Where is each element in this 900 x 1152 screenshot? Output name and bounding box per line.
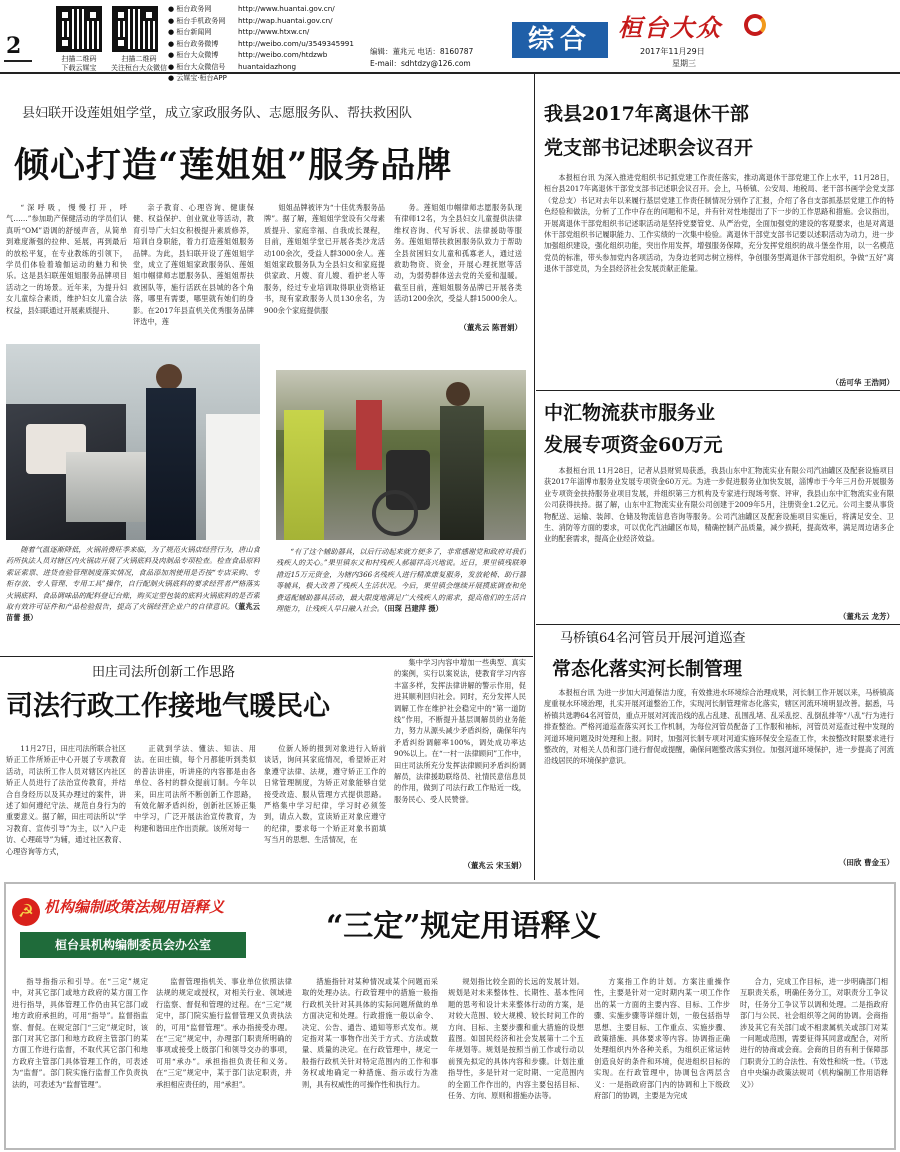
article5-kicker: 田庄司法所创新工作思路 bbox=[92, 665, 236, 680]
masthead-logo bbox=[618, 12, 746, 44]
article2-headline-2: 党支部书记述职会议召开 bbox=[544, 137, 754, 159]
article1-byline: （董兆云 陈晋娟） bbox=[459, 323, 522, 332]
header-link-url[interactable]: http://weibo.com/htdzwb bbox=[238, 50, 328, 59]
article3-headline-1: 中汇物流获市服务业 bbox=[544, 402, 716, 424]
article2-byline: （岳可华 王浩同） bbox=[831, 378, 894, 387]
qr1-label: 扫描二维码 下载云媒宝 bbox=[61, 55, 97, 72]
article4-kicker: 马桥镇64名河管员开展河道巡查 bbox=[560, 631, 746, 646]
header-link-name[interactable]: ● 桓台大众微博 bbox=[168, 51, 219, 59]
article5-headline: 司法行政工作接地气暖民心 bbox=[6, 691, 330, 722]
article1-caption1: 随着气温逐渐降低，火锅消费旺季来临，为了规范火锅店经营行为，唐山食药所执法人员对辖区内火锅店开展了火锅底料及肉制品专项检查。检查食品原料索证索票、进货查验管理制度落实情况，食品添加剂使用是否按“专店采购、专柜存放、专人管理、专用工具”操作，自行配制火锅底料的要求经营者严格落实火锅底料、食品调味品的配料登记台账，购买定型包装的底料火锅底料的是否索取有效许可证件和产品检验报告，提高了火锅经营企业户的自律意识。（董兆云 苗蕾 摄） bbox=[6, 545, 260, 623]
paper-name: 桓台大众 bbox=[618, 13, 722, 42]
article6-col3: 措施指针对某种情况或某个问题而采取的处理办法。行政管理中的措施一般指行政机关针对其具体的实际问题所做的单方面决定和处理。行政措施一般以命令、决定、公告、通告、通知等形式发布。规定指对某一事物作出关于方式、方法或数量、质量的决定。在行政管理中，规定一般指行政机关针对特定范围内的工作和事务权或地确定一种措施、指示或行为准则，具有权威性的可操作性和执行力。 bbox=[302, 977, 438, 1089]
issue-weekday: 星期三 bbox=[672, 59, 696, 68]
header-link-name[interactable]: ● 云媒宝·桓台APP bbox=[168, 74, 227, 82]
qr2-label: 扫描二维码 关注桓台大众微信 bbox=[111, 55, 167, 72]
article5-col2: 正就到学法、懂法、知法、用法。在田庄镇，每个月都能听到类似的普法讲座，听讲座的内容都是由各单位、各村的群众提前订制。今年以来，田庄司法所不断创新工作思路，有效化解矛盾纠纷，创新社区矫正集中学习，广泛开展法治宣传教育，为构建和谐田庄作出贡献。该所对每一 bbox=[134, 744, 256, 833]
qr-code-wechat[interactable] bbox=[112, 6, 158, 52]
section-label: 综合 bbox=[527, 25, 592, 55]
header-link-name[interactable]: ● 桓台大众微信号 bbox=[168, 62, 226, 71]
caption1-byline: （董兆云 苗蕾 摄） bbox=[6, 602, 260, 623]
header-link-name[interactable]: ● 桓台手机政务网 bbox=[168, 16, 226, 25]
article3-byline: （董兆云 龙芳） bbox=[838, 612, 894, 621]
article-judicial bbox=[0, 657, 533, 879]
header-link-name[interactable]: ● 桓台政务网 bbox=[168, 5, 212, 13]
article5-byline: （董兆云 宋玉娟） bbox=[463, 861, 526, 870]
article5-col3: 位新人矫的报到对象进行入矫前谈话，询问其家庭情况，希望矫正对象遵守法律、法规，遵守矫正工作的日常管理制度，为矫正对象能够自觉接受改造、服从管理方式提供思路。严格集中学习纪律，学习时必须签到，请点入数，宣读矫正对象应遵守的纪律，要求每一个矫正对象书面填写当月的思想、生活情况，在 bbox=[264, 744, 386, 845]
column-source-box bbox=[20, 932, 246, 958]
article5-col1: 11月27日，田庄司法所联合社区矫正工作所矫正中心开展了专项教育活动，司法所工作人员对辖区内社区矫正人员进行了法治宣传教育，并结合自身经历以及其办理过的案件，讲述了如何遵纪守法、规范自身行为的重要意义。据了解，田庄司法所以“学习教育、宣传引导”为主，以“入户走访、心理疏导”为辅，通过社区教育、心理咨询等方式， bbox=[6, 744, 126, 856]
caption2-byline: （田琛 吕建萍 摄） bbox=[383, 604, 443, 614]
article1-caption2: “有了这个辅助器具，以后行动起来就方便多了，非常感谢党和政府对我们残疾人的关心。”果里镇东义和村残疾人郝福祥高兴地说。近日，果里镇残联筹措近15万元资金，为辖内366名残疾人进行精准康复服务，发放轮椅、助行器等辅具，极大改善了残疾人生活状况。今后，果里镇会继续开展摸底调查和免费适配辅助器具活动，最大限度地满足广大残疾人的需求，提高他们的生活自理能力，让残疾人早日融入社会。（田琛 吕建萍 摄） bbox=[276, 547, 526, 614]
issue-date: 2017年11月29日 bbox=[640, 47, 705, 56]
logo-swirl-icon bbox=[744, 14, 766, 36]
article-retired-cadres bbox=[536, 74, 900, 390]
article6-col6: 合力，完成工作目标，进一步明确部门相互职责关系，明确任务分工，对职责分工争议时，任务分工争议节以调和处理。二是指政府部门与公民、社会组织等之间的协调。会商指涉及其它有关部门或不相隶属机关或部门对某一问题或范围，需要征得其同意或配合，对所进行的协商或会商。会商的目的有利于保障部门职责分工的合法性、有效性和统一性。（节选自中央编办政策法规司《机构编制工作用语释义》） bbox=[740, 977, 888, 1089]
header-link-url[interactable]: http://weibo.com/u/3549345991 bbox=[238, 38, 354, 48]
article2-headline-1: 我县2017年离退休干部 bbox=[544, 103, 749, 125]
article4-byline: （田欣 曹金玉） bbox=[838, 858, 894, 867]
column-name: 机构编制政策法规用语释义 bbox=[44, 898, 225, 916]
editor-line: 编辑：董兆元 电话：8160787 bbox=[370, 47, 474, 56]
header-link-name[interactable]: ● 桓台政务微博 bbox=[168, 39, 219, 48]
header-link-url[interactable]: http://www.htxw.cn/ bbox=[238, 27, 310, 36]
article1-col4: 务。莲姐姐巾帼律师志愿服务队现有律师12名，为全县妇女儿童提供法律维权咨询、代写诉状、法律援助等服务。莲姐姐帮扶救困服务队致力于帮助全县贫困妇女儿童和孤寡老人，通过送救助物资、资金，开展心理抚慰等活动，为弱势群体送去党的关爱和温暖。截至目前，莲姐姐服务品牌已开展各类活动1200余次，受益人群15000余人。 bbox=[394, 203, 522, 304]
article-zhonghui-logistics bbox=[536, 391, 900, 623]
article6-col4: 规划指比较全面的长远的发展计划。规划是对未来整体性、长期性、基本性问题的思考和设计未来整体行动的方案，是对较大范围、较大规模、较长时间工作的方向、目标、主要步骤和重大措施的设想蓝图。如国民经济和社会发展第十二个五年规划等。规划是按照当前工作或行动以前预先拟定的具体内容和步骤。计划注重指导性，多是针对一定时期、一定范围内的全面工作作出的，内容主要包括目标、任务、方向、原则和措施办法等。 bbox=[448, 977, 584, 1101]
article1-headline: 倾心打造“莲姐姐”服务品牌 bbox=[14, 145, 453, 186]
article5-col4: 集中学习内容中增加一些典型、真实的案例，实行以案说法，使教育学习内容丰富多样，发挥法律讲解的警示作用，促进其顺利回归社会。同时，充分发挥人民调解工作在维护社会稳定中的“第一道防线”作用，不断提升基层调解员的业务能力，努力从源头减少矛盾纠纷，确保年内矛盾纠纷调解率100%，调处成功率达90%以上。在“一村一法律顾问”工作中，田庄司法所充分发挥法律顾问矛盾纠纷调解员，法律援助联络员、社情民意信息员的作用，做到了司法行政工作贴近一线，服务民心、受人民赞誉。 bbox=[394, 658, 526, 804]
column-banner bbox=[6, 884, 264, 972]
article3-body: 本报桓台讯 11月28日，记者从县财贸局获悉，我县山东中汇物流实业有限公司汽油罐区及配套设施项目获2017年淄博市服务业发展专项资金60万元。为进一步促进服务业加快发展，淄博市于今年三月份开展服务业专项资金扶持服务业项目发展，并组织第三方机构及专家进行现场考察、评审，我县山东中汇物流实业有限公司获得扶持。据了解，山东中汇物流实业有限公司创建于2009年5月，注册资金1.2亿元。公司主要从事货物配送、运输、装卸、仓储及物流信息咨询等服务。公司汽油罐区及配套设施项目实施后，将满足安全、卫生、消防等方面的要求，可以优化汽油罐区布局，精确控制产品质量，减少损耗，提高效率，满足周边诸多企业的配套需求，提高企业经济效益。 bbox=[544, 466, 894, 544]
article4-body: 本报桓台讯 为进一步加大河道保洁力度，有效推进水环境综合治理成果，河长制工作开展以来，马桥镇高度重视水环境治理，扎实开展河道整治工作，实现河长制管理常态化落实，辖区河流环境明显改善。据悉，马桥镇共选聘64名河管员，重点开展对河流沿线的乱占乱建、乱围乱堵、乱采乱挖、乱倒乱排等“八乱”行为进行排查整治。严格河道巡查落实河长工作机制，为每位河管员配备了工作服和袖标，河管员对巡查过程中发现的河道环境问题及时处理和上报。同时，加强河长制专项对河道实施环保安全巡查工作，未按整改时限要求进行整改的，对相关人员和部门进行督促或提醒，确保问题整改落实到位。加强河道环境保护，进一步提高了河流沿线居民的环境保护意识。 bbox=[544, 688, 894, 766]
article6-headline: “三定”规定用语释义 bbox=[326, 909, 601, 944]
article1-col2: 亲子教育、心理咨询、健康保健、权益保护、创业就业等活动，教育引导广大妇女积极提升素质修养，培训自身职能，着力打造莲姐姐服务品牌。为此，县妇联开设了莲姐姐学堂，成立了莲姐姐家政服务队、莲姐姐巾帼律师志愿服务队、莲姐姐帮扶救困队等，施行活跃在县城的各个角落，哪里有需要，哪里就有她们的身影。在2017年县直机关优秀服务品牌评选中，莲 bbox=[133, 203, 254, 327]
article1-kicker: 县妇联开设莲姐姐学堂，成立家政服务队、志愿服务队、帮扶救困队 bbox=[22, 106, 413, 121]
article-lianjiejie bbox=[0, 74, 533, 654]
header-link-url[interactable]: http://www.huantai.gov.cn/ bbox=[238, 4, 335, 13]
article6-col2: 监督管理指机关、事业单位依照法律法规的规定或授权，对相关行业、领域进行监察、督促和管理的过程。在“三定”规定中，部门院实施行监督管理又负责执法的，可用“监督管理”。承办指接受办理。在“三定”规定中，办理部门职责所明确的事项或接受上级部门和领导交办的事项，可用“承办”。承担指担负责任和义务。在“三定”规定中，某于部门法定职责，并承担相应责任的，用“承担”。 bbox=[156, 977, 292, 1089]
photo-hotpot-inspection bbox=[6, 344, 260, 540]
header-link-url[interactable]: huantaidazhong bbox=[238, 61, 297, 71]
article1-col3: 姐姐品牌被评为“十佳优秀服务品牌”。据了解，莲姐姐学堂设有父母素质提升、家庭幸福、自我成长课程，目前，莲姐姐学堂已开展各类沙龙活动100余次，受益人群3000余人。莲姐姐家政服务队为全县妇女和家庭提供家政、月嫂、育儿嫂、看护老人等服务，经过专业培训取得职业资格证书，现有家政服务人员130余名，为900余个家庭提供服 bbox=[264, 203, 385, 315]
page-header bbox=[0, 0, 900, 82]
article-river-chief bbox=[536, 625, 900, 877]
page-number: 2 bbox=[6, 33, 22, 59]
party-emblem-icon: ☭ bbox=[12, 898, 40, 926]
section-label-box bbox=[512, 22, 608, 58]
article6-col5: 方案指工作的计划。方案注重操作性，主要是针对一定时期内某一项工作作出的某一方面的主要内容、目标、工作步骤、实施步骤等详细计划，一般包括指导思想、主要目标、工作重点、实施步骤、政策措施、具体要求等内容。协调指正确处理组织内外各种关系，为组织正常运转创造良好的条件和环境，促进组织目标的实现。在行政管理中，协调包含两层含义：一是指政府部门内的协调和上下级政府部门的协调，主要是为完成 bbox=[594, 977, 730, 1101]
article3-headline-2: 发展专项资金60万元 bbox=[544, 434, 723, 456]
article1-col1: “深呼吸，慢慢打开，呼气……”参加助产保健活动的学员们认真听“OM”语调的舒缓声音，从简单到难度渐强的拉伸、延展，再到最后的放松平复，在专业教练的引领下，学员们体验着瑜伽运动的魅力和快乐。这是县妇联莲姐姐服务品牌项目活动之一的场景。近年来，为提升妇女儿童综合素质，维护妇女儿童合法权益，县妇联通过开展素质提升、 bbox=[6, 203, 127, 315]
article-terminology bbox=[4, 882, 896, 1150]
article4-headline: 常态化落实河长制管理 bbox=[552, 658, 743, 680]
article2-body: 本报桓台讯 为深入推进党组织书记抓党建工作责任落实，推动离退休干部党建工作上水平，11月28日，桓台县2017年离退休干部党支部书记述职会议召开。会上，马桥镇、公安局、地税局、老干部书画学会党支部（党总支）书记对去年以来履行基层党建工作责任制情况分别作了汇报，介绍了各自支部抓基层党建工作的特色经验和做法，分析了工作中存在的问题和不足，并有针对性地提出了下一步的工作思路和措施。会议指出，开展离退休干部党组织书记述职活动是坚持党要管党、从严治党，全面加强党的建设的客观要求，也是对离退休干部党组织书记履职能力、工作实绩的一次集中检验。离退休干部党支部书记要以述职活动为动力，进一步加强组织建设，强化组织功能，突出作用发挥，增强服务保障，充分发挥党组织的战斗堡垒作用，以一名模范党员的标准，带头参加党内各项活动，为身边老同志树立榜样，争创服务型离退休干部党组织，争做“五好”离退休干部党员，为全县经济社会发展贡献正能量。 bbox=[544, 173, 894, 274]
email-line: E-mail：sdhtdzy@126.com bbox=[370, 59, 471, 68]
column-source: 桓台县机构编制委员会办公室 bbox=[54, 938, 211, 952]
photo-wheelchair-donation bbox=[276, 370, 526, 540]
qr-code-download[interactable] bbox=[56, 6, 102, 52]
article6-col1: 指导指指示和引导。在“三定”规定中，对其它部门或地方政府的某方面工作进行指导，具体管理工作仍由其它部门或地方政府承担的，可用“指导”。监督指监察、督促。在规定部门“三定”规定时，该部门对其它部门和地方政府主管部门的某方面工作进行监督，不取代其它部门和地方政府主管部门具体管理工作的，可表述为“监督”。部门院实施行监督工作负责执法的，可表述为“监督管理”。 bbox=[12, 977, 148, 1089]
header-link-url[interactable]: http://wap.huantai.gov.cn/ bbox=[238, 15, 333, 25]
header-link-name[interactable]: ● 桓台新闻网 bbox=[168, 28, 212, 36]
